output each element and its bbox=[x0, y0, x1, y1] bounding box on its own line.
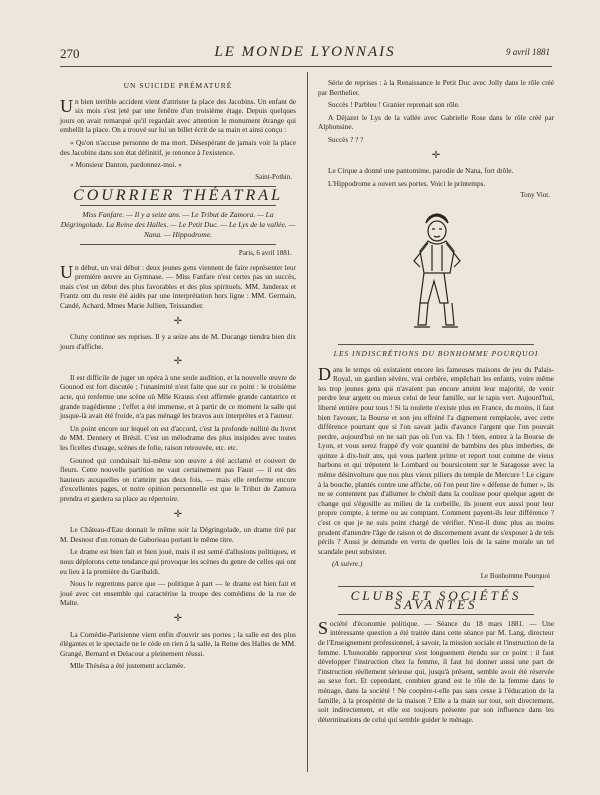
section-rule bbox=[80, 244, 276, 245]
reprises-paragraph: A Déjazet le Lys de la vallée avec Gabrielle Rose dans le rôle créé par Alphonsine. bbox=[318, 112, 554, 132]
section-rule bbox=[80, 205, 276, 206]
indiscretions-title: LES INDISCRÉTIONS DU BONHOMME POURQUOI bbox=[333, 348, 539, 358]
left-column bbox=[60, 78, 296, 674]
dropcap: S bbox=[318, 617, 329, 638]
reprises-paragraph: Série de reprises : à la Renaissance le Petit Duc avec Jolly dans le rôle créé par Berthelier. bbox=[318, 78, 554, 97]
to-be-continued: (A suivre.) bbox=[332, 559, 363, 569]
clubs-title: CLUBS ET SOCIÉTÉS SAVANTES bbox=[350, 587, 522, 613]
courrier-paragraph: Mlle Thésésa a été justement acclamée. bbox=[70, 661, 186, 671]
reprises-paragraph: Succès ! Parbleu ! Granier reprenait son rôle. bbox=[328, 100, 460, 110]
indiscretions-signature: Le Bonhomme Pourquoi bbox=[480, 572, 550, 580]
courrier-lead: Miss Fanfare. — Il y a seize ans. — Le Tribut de Zamora. — La Dégringolade. La Reine des Halles. — Le Petit Duc. — Le Lys de la vallée. — Nana. — Hippodrome. bbox=[60, 209, 296, 239]
indiscretions-paragraph: Dans le temps où existaient encore les fameuses maisons de jeu du Palais-Royal, un gardien sévère, vrai cerbère, empêchait les enfants, voire même les trop jeunes gens qui n'avaient pas encore atteint leur majorité, de venir perdre leur argent ou mieux celui de leur famille, sur le tapis vert. Aujourd'hui, liberté entière pour tous ! Si la roulette n'existe plus en France, du moins, il faut bien l'avouer, la Bourse et son jeu effréné l'a dignement remplacée, avec cette différence pourtant que si l'on savait jadis d'avance l'argent que l'on pouvait perdre, aujourd'hui on ne sait pas où l'on va. Eh ! bien, entrez à la Bourse de Lyon, et vous serez frappé d'y voir quantité de bambins des plus imberbes, de quinze à dix-huit ans, qui vous parlent prime et report tout comme de vieux barbons et qui trépotent le Lombard ou boursicotent sur le Saragosse avec la même désinvolture que nos plus vieux piliers du temple de Mercure ! Le cigare à la bouche, plantés contre une affiche, où l'on peut lire « défense de fumer », ils ne se contentent pas d'allumer le chénil dans la coulisse pour quelque agent de change qui s'égosille au milieu de la corbeille, ils jouent eux aussi pour leur propre compte, à terme ou au comptant. Comment payent-ils leur différence ? c'est ce que je ne suis point chargé de vérifier. N'est-il donc plus au moins prudent d'attendre l'âge de raison et de discernement avant de s'exposer à de tels périls ? Aussi je demande en vertu de quelles lois de la saine morale un tel scandale peut subsister. bbox=[318, 363, 554, 556]
courrier-paragraph: Nous le regrettons parce que — politique à part — le drame est bien fait et joué avec cet ensemble qui caractérise la troupe des comédiens de la rue de Malte. bbox=[60, 579, 296, 608]
section-rule bbox=[338, 614, 534, 615]
suicide-quote: « Qu'on n'accuse personne de ma mort. Désespérant de jamais voir la place des Jacobins dans son état définitif, je renonce à l'existence. bbox=[60, 137, 296, 157]
clubs-paragraph: Société d'économie politique. — Séance du 18 mars 1881. — Une intéressante question a été traitée dans cette séance par M. Lang, directeur de l'Enseignement professionnel, à savoir, la mission sociale et l'instruction de la femme. L'honorable rapporteur s'est longuement étendu sur ce point : il faut développer l'instruction chez la femme, il faut lui donner aussi une part de l'instruction réellement sérieuse qui, jusqu'à présent, semble avoir été réservée au sexe fort. Et cependant, combien grand est le rôle de la femme dans le ménage, dans la société ! Ne coopère-t-elle pas sans cesse à l'éducation de la famille, à la prospérité de la maison ? Elle a la main sur tout, soit directement, soit indirectement, et elle est toujours présente par son influence dans les déterminations de celui qui semble guider le ménage. bbox=[318, 617, 554, 724]
section-rule bbox=[338, 586, 534, 587]
dropcap: U bbox=[60, 95, 73, 116]
reprises-paragraph: Le Cirque a donné une pantomime, parodie de Nana, fort drôle. bbox=[328, 166, 514, 176]
issue-date: 9 avril 1881 bbox=[506, 47, 550, 57]
dropcap: U bbox=[60, 261, 73, 282]
bonhomme-illustration bbox=[376, 205, 496, 340]
header-rule bbox=[60, 66, 552, 67]
courrier-dateline: Paris, 6 avril 1881. bbox=[238, 248, 292, 257]
courrier-paragraph: Gounod qui conduisait lui-même son œuvre a été acclamé et couvert de fleurs. Cette nouvelle partition ne vaut certainement pas Faust — il est des hauteurs auxquelles on n'atteint pas deux fois, — mais elle renferme encore d'excellentes pages, et notre opinion personnelle est que le Tribut de Zamora prendra et gardera sa place au répertoire. bbox=[60, 455, 296, 503]
reprises-paragraph: L'Hippodrome a ouvert ses portes. Voici le printemps. bbox=[328, 178, 486, 188]
courrier-paragraph: Le drame est bien fait et bien joué, mais il est semé d'allusions politiques, et nous déplorons cette tendance qui provoque les scènes du genre de celles qui ont eu lieu à la première du Garibaldi. bbox=[60, 547, 296, 576]
section-rule bbox=[338, 344, 534, 345]
suicide-signature: Saint-Pothin. bbox=[255, 172, 292, 181]
ornament-cross: ✛ bbox=[173, 612, 183, 624]
courrier-paragraph: La Comédie-Parisienne vient enfin d'ouvrir ses portes ; la salle est des plus élégantes et le spectacle ne le cède en rien à la salle, la Reine des Halles de MM. Grangé, Bernard et Delacour a pleinement réussi. bbox=[60, 629, 296, 658]
right-column bbox=[318, 78, 554, 727]
reprises-paragraph: Succès ? ? ? bbox=[328, 134, 364, 144]
courrier-paragraph: Un début, un vrai début : deux jeunes gens viennent de faire représenter leur première œuvre au Gymnase. — Miss Fanfare n'est certes pas un succès, mais c'est un début des plus favorables et des plus spirituels. MM. Janderax et Frantz ont du reste été aidés par une interprétation hors ligne : MM. Germain, Candé, Achard, Mmes Marie Jullien, Teissandier. bbox=[60, 261, 296, 310]
suicide-paragraph: Un bien terrible accident vient d'attrister la place des Jacobins. Un enfant de six mois s'est jeté par une fenêtre d'un troisième étage. Depuis quelques jours on avait remarqué qu'il regardait avec attention le monument étrange qui embellit la place. On a trouvé sur lui un billet écrit de sa main et ainsi conçu : bbox=[60, 95, 296, 135]
courrier-paragraph: Un point encore sur lequel on est d'accord, c'est la profonde nullité du livret de MM. Dennery et Brésil. C'est un mélodrame des plus insipides avec toutes les ficelles d'usage, scènes de folie, raison retrouvée, etc. etc. bbox=[60, 423, 296, 453]
ornament-cross: ✛ bbox=[431, 149, 441, 161]
ornament-cross: ✛ bbox=[173, 508, 183, 520]
courrier-paragraph: Cluny continue ses reprises. Il y a seize ans de M. Ducange tiendra bien dix jours d'affiche. bbox=[60, 332, 296, 351]
courrier-paragraph: Il est difficile de juger un opéra à une seule audition, et la nouvelle œuvre de Gounod est fort discutée ; l'unanimité n'est faite que sur ce point : le troisième acte, qui renferme une scène où Mlle Krauss s'est affirmée grande cantatrice et grande tragédienne ; l'effet a été immense, et à partir de ce moment la salle qui jusque-là avait été froide, n'a pas ménagé les bravos aux interprètes et à l'auteur. bbox=[60, 372, 296, 421]
column-divider bbox=[307, 72, 308, 772]
dropcap: D bbox=[318, 363, 331, 384]
masthead: LE MONDE LYONNAIS bbox=[214, 44, 396, 60]
suicide-title: UN SUICIDE PRÉMATURÉ bbox=[123, 81, 233, 90]
ornament-cross: ✛ bbox=[173, 315, 183, 327]
page-number: 270 bbox=[60, 46, 80, 61]
suicide-quote-end: « Monsieur Danton, pardonnez-moi. » bbox=[70, 160, 182, 170]
ornament-cross: ✛ bbox=[173, 356, 183, 368]
reprises-signature: Tony Viot. bbox=[520, 191, 550, 200]
page-header bbox=[60, 44, 550, 64]
courrier-paragraph: Le Château-d'Eau donnait le même soir la Dégringolade, un drame tiré par M. Desnost d'un roman de Gaborieau portant le même titre. bbox=[60, 525, 296, 544]
courrier-title: COURRIER THÉATRAL bbox=[73, 187, 283, 205]
